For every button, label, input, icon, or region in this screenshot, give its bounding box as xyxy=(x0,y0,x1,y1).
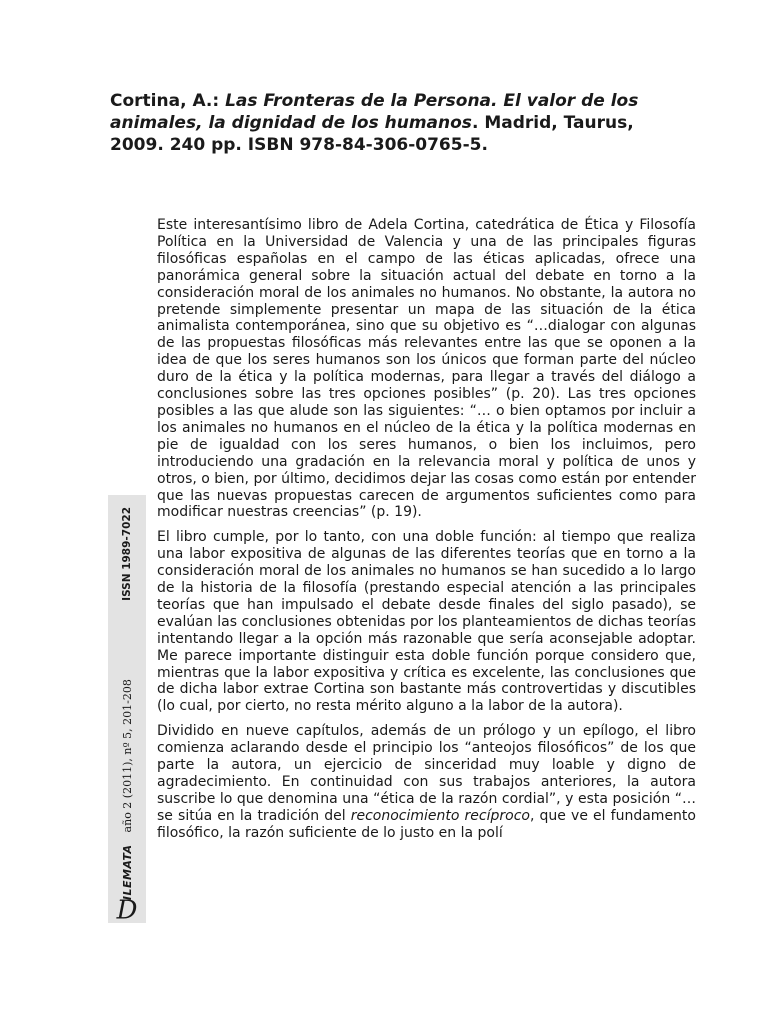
paragraph-3-text-a: Dividido en nueve capítulos, además de un prólogo y un epílogo, el libro comienza aclarando desde el principio los “anteojos filosóficos” de los que parte la autora, un ejercicio de sinceridad muy loable y digno de agradecimiento. En continuidad con sus trabajos anteriores, la autora suscribe lo que denomina una “ética de la razón cordial”, y esta posición “…se sitúa en la tradición del xyxy=(157,723,696,824)
journal-sidebar xyxy=(108,495,146,926)
sidebar-text xyxy=(108,495,146,926)
paragraph-2: El libro cumple, por lo tanto, con una doble función: al tiempo que realiza una labor expositiva de algunas de las diferentes teorías que en torno a la consideración moral de los animales no humanos se han sucedido a lo largo de la historia de la filosofía (prestando especial atención a las principales teorías que han impulsado el debate desde finales del siglo pasado), se evalúan las conclusiones obtenidas por los planteamientos de dichas teorías intentando llegar a la opción más razonable que sería aconsejable adoptar. Me parece importante distinguir esta doble función porque considero que, mientras que la labor expositiva y crítica es excelente, las conclusiones que de dicha labor extrae Cortina son bastante más controvertidas y discutibles (lo cual, por cierto, no resta mérito alguno a la labor de la autora). xyxy=(157,529,696,715)
paragraph-1: Este interesantísimo libro de Adela Cortina, catedrática de Ética y Filosofía Política en la Universidad de Valencia y una de las principales figuras filosóficas españolas en el campo de las éticas aplicadas, ofrece una panorámica general sobre la situación actual del debate en torno a la consideración moral de los animales no humanos. No obstante, la autora no pretende simplemente presentar un mapa de las situación de la ética animalista contemporánea, sino que su objetivo es “…dialogar con algunas de las propuestas filosóficas más relevantes entre las que se oponen a la idea de que los seres humanos son los únicos que forman parte del núcleo duro de la ética y la política modernas, para llegar a través del diálogo a conclusiones sobre las tres opciones posibles” (p. 20). Las tres opciones posibles a las que alude son las siguientes: “… o bien optamos por incluir a los animales no humanos en el núcleo de la ética y la política modernas en pie de igualdad con los seres humanos, o bien los incluimos, pero introduciendo una gradación en la relevancia moral y política de unos y otros, o bien, por último, decidimos dejar las cosas como están por entender que las nuevas propuestas carecen de argumentos suficientes como para modificar nuestras creencias” (p. 19). xyxy=(157,217,697,521)
publication-info: . Madrid, Taurus, 2009. 240 pp. ISBN 978-84-306-0765-5. xyxy=(110,113,634,155)
paragraph-3 xyxy=(157,723,696,841)
issue-info: año 2 (2011), nº 5, 201-208 xyxy=(120,679,134,833)
review-body xyxy=(157,217,696,850)
book-title: Las Fronteras de la Persona. El valor de los animales, la dignidad de los humanos xyxy=(110,91,639,133)
paragraph-3-italic: reconocimiento recíproco xyxy=(350,807,530,824)
dilemata-logo-icon: D xyxy=(116,895,138,926)
review-author: Cortina, A.: xyxy=(110,91,226,111)
journal-name: ILEMATA xyxy=(120,844,134,901)
paragraph-3-text-b: , que ve el fundamento filosófico, la razón suficiente de lo justo en la polí xyxy=(157,807,696,841)
review-heading xyxy=(110,90,670,156)
issn: ISSN 1989-7022 xyxy=(121,507,133,601)
